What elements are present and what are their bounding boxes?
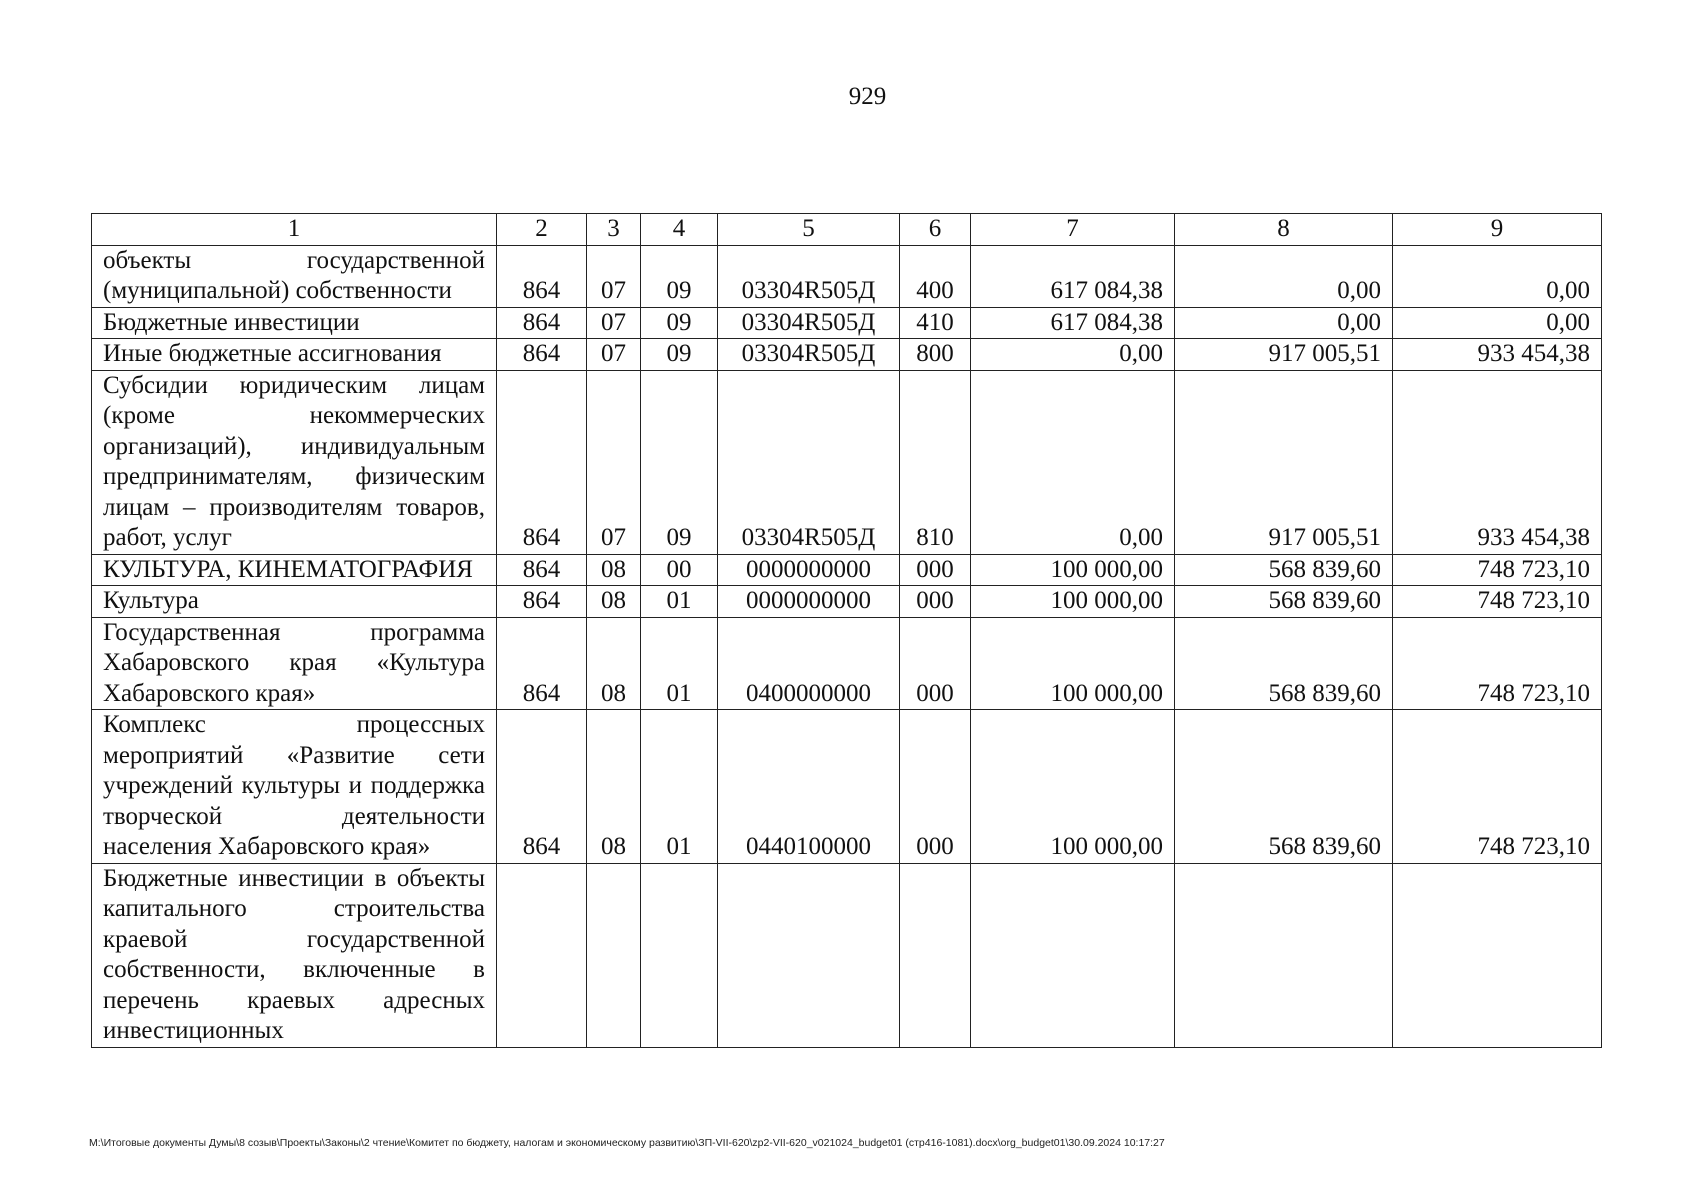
cell-code: 864	[497, 710, 587, 864]
cell-amount-2: 568 839,60	[1175, 617, 1393, 710]
column-header: 2	[497, 214, 587, 246]
budget-table	[91, 213, 1602, 1048]
row-name: объекты государственной (муниципальной) собственности	[92, 245, 497, 307]
table-row	[92, 863, 1602, 1047]
cell-target-article: 03304R505Д	[718, 370, 900, 554]
table-row	[92, 710, 1602, 864]
cell-target-article	[718, 863, 900, 1047]
cell-expense-type: 000	[900, 617, 971, 710]
cell-expense-type: 000	[900, 554, 971, 586]
cell-subsection: 01	[641, 586, 718, 618]
cell-amount-3: 0,00	[1393, 245, 1602, 307]
page-number: 929	[848, 83, 887, 110]
table-row	[92, 554, 1602, 586]
cell-target-article: 03304R505Д	[718, 339, 900, 371]
cell-expense-type: 410	[900, 307, 971, 339]
cell-code: 864	[497, 586, 587, 618]
cell-amount-2: 0,00	[1175, 307, 1393, 339]
cell-amount-3: 748 723,10	[1393, 586, 1602, 618]
cell-target-article: 0000000000	[718, 586, 900, 618]
row-name: Субсидии юридическим лицам (кроме некоммерческих организаций), индивидуальным предпринимателям, физическим лицам – производителям товаров, работ, услуг	[92, 370, 497, 554]
cell-target-article: 0000000000	[718, 554, 900, 586]
row-name: Бюджетные инвестиции в объекты капитального строительства краевой государственной собственности, включенные в перечень краевых адресных инвестиционных	[92, 863, 497, 1047]
cell-expense-type	[900, 863, 971, 1047]
table-row	[92, 617, 1602, 710]
table-row	[92, 339, 1602, 371]
cell-code: 864	[497, 617, 587, 710]
cell-section: 07	[587, 370, 641, 554]
table-row	[92, 370, 1602, 554]
column-header: 9	[1393, 214, 1602, 246]
cell-amount-3	[1393, 863, 1602, 1047]
cell-amount-3: 933 454,38	[1393, 339, 1602, 371]
cell-amount-1: 100 000,00	[971, 586, 1175, 618]
footer-file-path: M:\Итоговые документы Думы\8 созыв\Проекты\Законы\2 чтение\Комитет по бюджету, налогам и экономическому развитию\ЗП-VII-620\zp2-VII-620_v021024_budget01 (стр416-1081).docx\org_budget01\30.09.2024 10:17:27	[89, 1137, 1165, 1149]
cell-amount-2: 917 005,51	[1175, 370, 1393, 554]
cell-section	[587, 863, 641, 1047]
cell-code: 864	[497, 554, 587, 586]
column-header: 1	[92, 214, 497, 246]
table-row	[92, 586, 1602, 618]
table-header-row	[92, 214, 1602, 246]
cell-code: 864	[497, 245, 587, 307]
cell-amount-2: 568 839,60	[1175, 554, 1393, 586]
cell-code: 864	[497, 339, 587, 371]
row-name: Комплекс процессных мероприятий «Развитие сети учреждений культуры и поддержка творческой деятельности населения Хабаровского края»	[92, 710, 497, 864]
cell-section: 08	[587, 586, 641, 618]
cell-section: 07	[587, 245, 641, 307]
cell-target-article: 0440100000	[718, 710, 900, 864]
cell-section: 07	[587, 339, 641, 371]
row-name: Иные бюджетные ассигнования	[92, 339, 497, 371]
cell-amount-2: 0,00	[1175, 245, 1393, 307]
cell-target-article: 03304R505Д	[718, 245, 900, 307]
cell-code: 864	[497, 307, 587, 339]
cell-amount-2: 917 005,51	[1175, 339, 1393, 371]
cell-code: 864	[497, 370, 587, 554]
cell-amount-1: 617 084,38	[971, 245, 1175, 307]
cell-expense-type: 800	[900, 339, 971, 371]
cell-subsection: 01	[641, 710, 718, 864]
cell-subsection: 09	[641, 370, 718, 554]
cell-amount-3: 748 723,10	[1393, 710, 1602, 864]
cell-amount-3: 748 723,10	[1393, 617, 1602, 710]
cell-code	[497, 863, 587, 1047]
cell-amount-2	[1175, 863, 1393, 1047]
row-name: Бюджетные инвестиции	[92, 307, 497, 339]
cell-amount-3: 748 723,10	[1393, 554, 1602, 586]
cell-expense-type: 000	[900, 586, 971, 618]
cell-amount-3: 0,00	[1393, 307, 1602, 339]
column-header: 7	[971, 214, 1175, 246]
cell-subsection: 09	[641, 307, 718, 339]
cell-amount-3: 933 454,38	[1393, 370, 1602, 554]
row-name: КУЛЬТУРА, КИНЕМАТОГРАФИЯ	[92, 554, 497, 586]
cell-amount-1	[971, 863, 1175, 1047]
row-name: Культура	[92, 586, 497, 618]
cell-target-article: 03304R505Д	[718, 307, 900, 339]
column-header: 5	[718, 214, 900, 246]
cell-amount-1: 100 000,00	[971, 617, 1175, 710]
cell-subsection	[641, 863, 718, 1047]
cell-amount-1: 617 084,38	[971, 307, 1175, 339]
cell-section: 08	[587, 617, 641, 710]
cell-expense-type: 400	[900, 245, 971, 307]
column-header: 3	[587, 214, 641, 246]
cell-subsection: 01	[641, 617, 718, 710]
cell-amount-2: 568 839,60	[1175, 710, 1393, 864]
cell-expense-type: 810	[900, 370, 971, 554]
cell-subsection: 09	[641, 339, 718, 371]
cell-section: 07	[587, 307, 641, 339]
cell-expense-type: 000	[900, 710, 971, 864]
cell-section: 08	[587, 710, 641, 864]
cell-amount-2: 568 839,60	[1175, 586, 1393, 618]
cell-amount-1: 0,00	[971, 370, 1175, 554]
table-row	[92, 245, 1602, 307]
cell-amount-1: 0,00	[971, 339, 1175, 371]
cell-amount-1: 100 000,00	[971, 554, 1175, 586]
row-name: Государственная программа Хабаровского края «Культура Хабаровского края»	[92, 617, 497, 710]
cell-section: 08	[587, 554, 641, 586]
column-header: 6	[900, 214, 971, 246]
cell-subsection: 00	[641, 554, 718, 586]
table-row	[92, 307, 1602, 339]
column-header: 8	[1175, 214, 1393, 246]
column-header: 4	[641, 214, 718, 246]
cell-target-article: 0400000000	[718, 617, 900, 710]
cell-subsection: 09	[641, 245, 718, 307]
cell-amount-1: 100 000,00	[971, 710, 1175, 864]
